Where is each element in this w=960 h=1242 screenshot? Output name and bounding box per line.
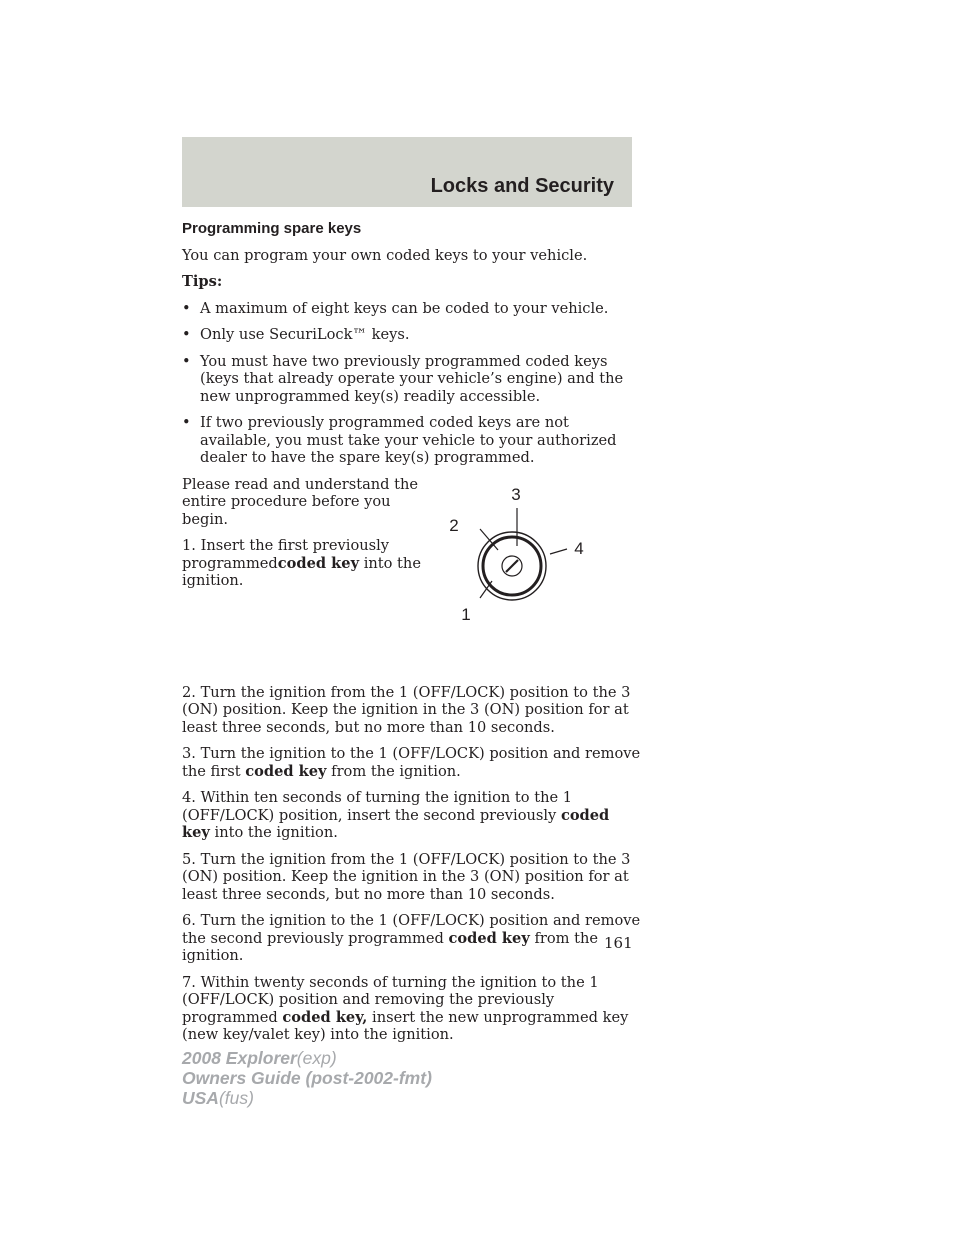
document-footer: 2008 Explorer(exp) Owners Guide (post-2002-fmt) USA(fus) xyxy=(182,1048,432,1108)
tip-item: • Only use SecuriLock™ keys. xyxy=(182,326,410,343)
step-2: 2. Turn the ignition from the 1 (OFF/LOCK) position to the 3 (ON) position. Keep the ignition in the 3 (ON) position for at least three seconds, but no more than 10 seconds. xyxy=(182,683,631,736)
intro-paragraph: You can program your own coded keys to your vehicle. xyxy=(182,246,588,264)
bullet-glyph: • xyxy=(182,414,191,431)
step-6: 6. Turn the ignition to the 1 (OFF/LOCK) position and remove the second previously programmed coded key from the ignition. xyxy=(182,912,641,964)
step-5: 5. Turn the ignition from the 1 (OFF/LOCK) position to the 3 (ON) position. Keep the ignition in the 3 (ON) position for at least three seconds, but no more than 10 seconds. xyxy=(182,850,631,903)
section-title: Locks and Security xyxy=(430,175,614,197)
bullet-glyph: • xyxy=(182,352,191,370)
tip-item: • You must have two previously programmed coded keys (keys that already operate your vehicle’s engine) and the new unprogrammed key(s) readily accessible. xyxy=(182,352,624,405)
position-label: 4 xyxy=(574,538,584,558)
read-first-paragraph: Please read and understand the entire procedure before you begin. xyxy=(182,475,419,528)
bullet-glyph: • xyxy=(182,326,191,343)
page-number: 161 xyxy=(604,934,633,952)
tips-label: Tips: xyxy=(182,273,223,290)
section-header-band xyxy=(182,137,632,207)
step-1: 1. Insert the first previously programmedcoded key into the ignition. xyxy=(182,537,421,589)
section-heading: Programming spare keys xyxy=(182,220,362,237)
step-3: 3. Turn the ignition to the 1 (OFF/LOCK) position and remove the first coded key from the ignition. xyxy=(182,745,641,780)
position-label: 2 xyxy=(449,515,459,535)
procedure-intro-block xyxy=(182,476,642,676)
step-7: 7. Within twenty seconds of turning the ignition to the 1 (OFF/LOCK) position and removing the previously programmed coded key, insert the new unprogrammed key (new key/valet key) into the ignition. xyxy=(182,973,629,1043)
tips-list xyxy=(182,300,642,467)
tip-item: • A maximum of eight keys can be coded to your vehicle. xyxy=(182,299,609,317)
tip-item: • If two previously programmed coded keys are not available, you must take your vehicle to your authorized dealer to have the spare key(s) programmed. xyxy=(182,414,617,466)
footer-model: 2008 Explorer xyxy=(182,1048,297,1068)
footer-guide: Owners Guide (post-2002-fmt) xyxy=(182,1068,432,1088)
bullet-glyph: • xyxy=(182,299,191,317)
footer-market: USA xyxy=(182,1088,219,1108)
step-4: 4. Within ten seconds of turning the ignition to the 1 (OFF/LOCK) position, insert the second previously coded key into the ignition. xyxy=(182,789,610,841)
page-content xyxy=(182,220,642,1053)
ignition-positions-diagram xyxy=(432,486,592,636)
position-label: 1 xyxy=(461,604,471,624)
position-label: 3 xyxy=(511,485,521,504)
